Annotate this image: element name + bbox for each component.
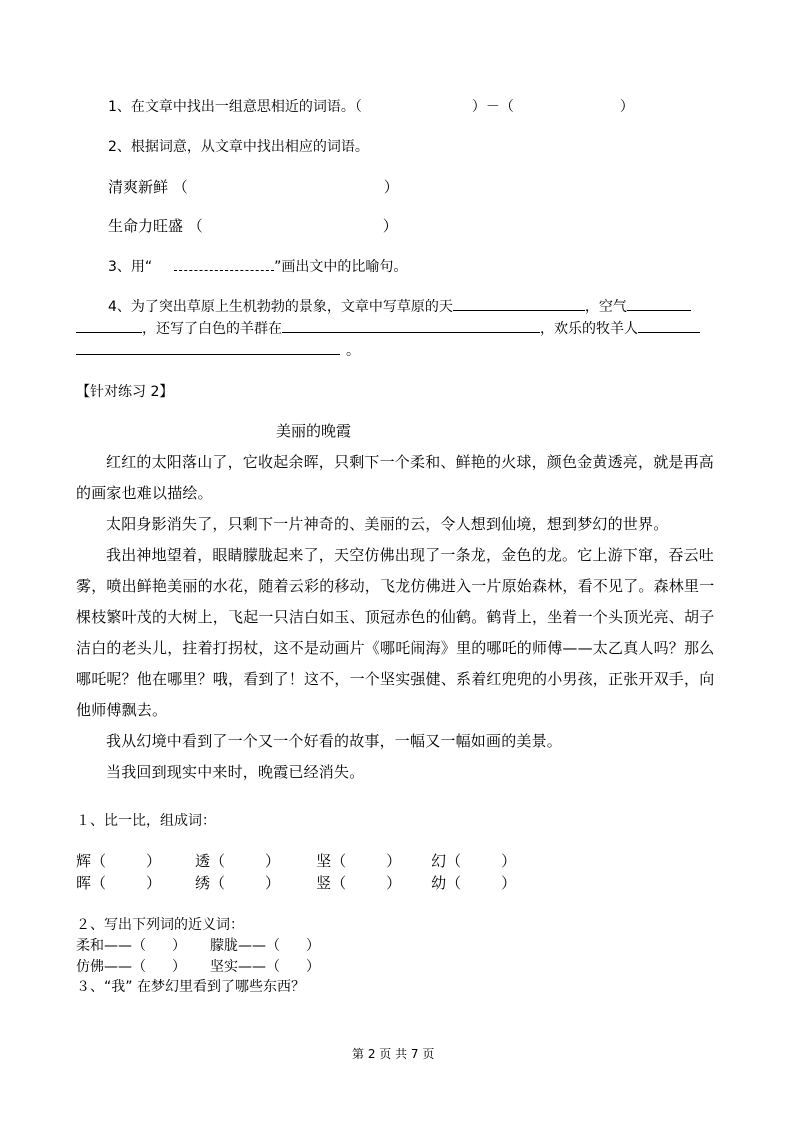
synonym-word: 仿佛——（ bbox=[76, 959, 146, 975]
answer-blank[interactable] bbox=[638, 318, 700, 333]
synonym-close: ） bbox=[172, 959, 186, 975]
question-4-line-3 bbox=[76, 340, 360, 360]
page-number: 第 2 页 共 7 页 bbox=[352, 1047, 435, 1061]
compare-word: 辉（ bbox=[76, 852, 107, 870]
question-2-item-1-end: ） bbox=[383, 178, 399, 196]
synonym-close: ） bbox=[172, 938, 186, 954]
question-2: 2、根据词意，从文章中找出相应的词语。 bbox=[108, 139, 369, 155]
compare-word: 透（ bbox=[195, 852, 226, 870]
compare-close: ） bbox=[146, 852, 162, 870]
section-heading: 【针对练习 2】 bbox=[76, 384, 174, 400]
compare-word: 幻（ bbox=[431, 852, 462, 870]
compare-word: 幼（ bbox=[431, 874, 462, 892]
synonym-close: ） bbox=[306, 938, 320, 954]
compare-word: 晖（ bbox=[76, 874, 107, 892]
question-1 bbox=[108, 96, 634, 116]
wavy-line-sample bbox=[174, 258, 274, 271]
answer-blank[interactable] bbox=[453, 296, 585, 311]
exercise-2: ２、写出下列词的近义词： bbox=[76, 917, 244, 933]
compare-close: ） bbox=[501, 852, 517, 870]
answer-blank[interactable] bbox=[76, 318, 142, 333]
question-2-item-2-end: ） bbox=[382, 217, 398, 235]
question-4-herders: ，欢乐的牧羊人 bbox=[540, 321, 638, 337]
compare-word: 坚（ bbox=[316, 852, 347, 870]
compare-close: ） bbox=[386, 852, 402, 870]
passage-paragraph-4: 我从幻境中看到了一个又一个好看的故事，一幅又一幅如画的美景。 bbox=[106, 732, 563, 750]
passage-paragraph-5: 当我回到现实中来时，晚霞已经消失。 bbox=[106, 763, 365, 781]
answer-blank[interactable] bbox=[76, 340, 340, 355]
synonym-line-1 bbox=[76, 935, 320, 955]
question-2-item-2-label: 生命力旺盛 （ bbox=[108, 217, 203, 235]
question-4-sheep: ，还写了白色的羊群在 bbox=[142, 321, 282, 337]
question-4-line-1 bbox=[108, 296, 691, 316]
question-4-end: 。 bbox=[346, 343, 360, 359]
compare-close: ） bbox=[265, 874, 281, 892]
question-1-end: ） bbox=[619, 99, 634, 115]
compare-row-1 bbox=[76, 850, 516, 871]
passage-paragraph-3: 我出神地望着，眼睛朦胧起来了，天空仿佛出现了一条龙，金色的龙。它上游下窜，吞云吐雾，喷出鲜艳美丽的水花，随着云彩的移动，飞龙仿佛进入一片原始森林，看不见了。森林里一棵枝繁叶茂的大树上，飞起一只洁白如玉、顶冠赤色的仙鹤。鹤背上，坐着一个头顶光亮、胡子洁白的老头儿，拄着打拐杖，这不是动画片《哪吒闹海》里的哪吒的师傅——太乙真人吗？那么哪吒呢？他在哪里？哦，看到了！这不，一个坚实强健、系着红兜兜的小男孩，正张开双手，向他师傅飘去。 bbox=[76, 546, 715, 719]
passage-paragraph-1: 红红的太阳落山了，它收起余晖，只剩下一个柔和、鲜艳的火球，颜色金黄透亮，就是再高的画家也难以描绘。 bbox=[76, 453, 715, 502]
question-2-item-1 bbox=[108, 176, 399, 197]
question-4-start: 4、为了突出草原上生机勃勃的景象，文章中写草原的天 bbox=[108, 299, 453, 315]
compare-word: 绣（ bbox=[195, 874, 226, 892]
question-1-mid: ）－（ bbox=[471, 99, 514, 115]
compare-row-2 bbox=[76, 872, 516, 893]
compare-close: ） bbox=[386, 874, 402, 892]
compare-word: 竖（ bbox=[316, 874, 347, 892]
synonym-word: 朦胧——（ bbox=[210, 938, 280, 954]
question-3-end: ”画出文中的比喻句。 bbox=[274, 259, 408, 275]
question-3-start: 3、用“ bbox=[108, 259, 153, 275]
synonym-word: 柔和——（ bbox=[76, 938, 146, 954]
synonym-line-2 bbox=[76, 956, 320, 976]
exercise-1: １、比一比，组成词： bbox=[76, 813, 216, 829]
question-2-item-1-label: 清爽新鲜 （ bbox=[108, 178, 188, 196]
question-4-air: ，空气 bbox=[584, 299, 627, 315]
synonym-close: ） bbox=[306, 959, 320, 975]
compare-close: ） bbox=[265, 852, 281, 870]
answer-blank[interactable] bbox=[282, 318, 540, 333]
exercise-3: ３、“我” 在梦幻里看到了哪些东西？ bbox=[76, 979, 305, 995]
compare-close: ） bbox=[146, 874, 162, 892]
question-4-line-2 bbox=[76, 318, 700, 338]
compare-close: ） bbox=[501, 874, 517, 892]
answer-blank[interactable] bbox=[627, 296, 691, 311]
question-2-item-2 bbox=[108, 215, 398, 236]
passage-paragraph-2: 太阳身影消失了，只剩下一片神奇的、美丽的云，令人想到仙境，想到梦幻的世界。 bbox=[106, 515, 669, 533]
question-1-text: 1、在文章中找出一组意思相近的词语。（ bbox=[108, 99, 362, 115]
question-3 bbox=[108, 256, 407, 276]
passage-title: 美丽的晚霞 bbox=[276, 422, 352, 440]
synonym-word: 坚实——（ bbox=[210, 959, 280, 975]
